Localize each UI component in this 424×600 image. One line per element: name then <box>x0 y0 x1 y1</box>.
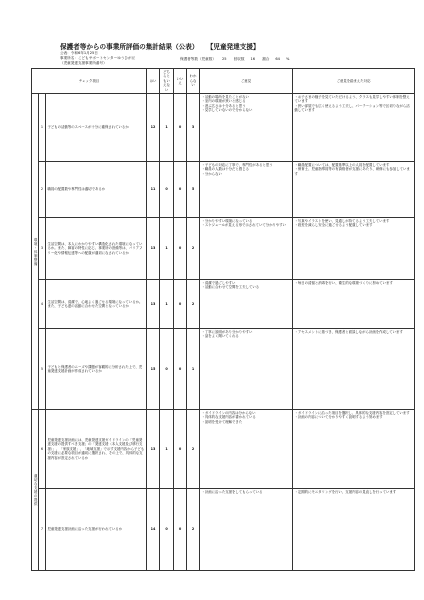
row-number: 3 <box>39 218 46 280</box>
header-opinion: ご意見 <box>200 69 293 94</box>
check-item-text: 職員の配置数や専門性は適切であるか <box>46 162 147 218</box>
count-yes: 15 <box>147 329 160 410</box>
count-yes: 13 <box>147 218 160 280</box>
row-number: 7 <box>39 489 46 571</box>
table-row <box>32 489 415 571</box>
count-unknown: 3 <box>187 94 200 162</box>
page-title <box>60 41 260 51</box>
check-item-text: 子どもと保護者のニーズや課題が客観的に分析された上で、児童発達支援計画が作成されているか <box>46 329 147 410</box>
header-no: いいえ <box>174 69 187 94</box>
stat-rate-label: 割合 <box>262 57 270 61</box>
count-neutral: 1 <box>160 280 174 329</box>
stat-percent-sign: % <box>285 57 290 61</box>
check-item-text: 子どもの活動等のスペースが十分に確保されているか <box>46 94 147 162</box>
count-yes: 12 <box>147 94 160 162</box>
row-number: 5 <box>39 329 46 410</box>
header-yes: はい <box>147 69 160 94</box>
evaluation-table <box>31 68 415 571</box>
header-neutral: どちらともいえない <box>160 69 174 94</box>
office-number-label: （児童発達支援事業所番号） <box>60 61 107 65</box>
count-unknown: 2 <box>187 280 200 329</box>
title-text: 保護者等からの事業所評価の集計結果（公表） <box>60 43 199 51</box>
count-no: 0 <box>174 410 187 489</box>
count-no: 0 <box>174 489 187 571</box>
count-yes: 14 <box>147 489 160 571</box>
stat-rate-value: 64 <box>275 57 280 61</box>
count-no: 0 <box>174 162 187 218</box>
table-row <box>32 329 415 410</box>
count-yes: 13 <box>147 410 160 489</box>
response-text: ・写真やイラストを使い、見通しが持てるよう工夫しています ・段差を減らし安全に過ごせるよう配慮しています <box>293 218 415 280</box>
count-yes: 13 <box>147 280 160 329</box>
category-support: 適切な支援の提供 <box>32 410 39 571</box>
response-text: ・毎日の清掃と消毒を行い、衛生的な環境づくりに努めています <box>293 280 415 329</box>
count-neutral: 1 <box>160 94 174 162</box>
response-text: ・お子さまの様子を見ていただけるよう、クラスも見学しやすい体制を整えています ・狭い部屋でも広く使えるよう工夫し、パーテーション等で区切りながら活動しています <box>293 94 415 162</box>
count-unknown: 2 <box>187 489 200 571</box>
count-yes: 11 <box>147 162 160 218</box>
count-neutral: 1 <box>160 410 174 489</box>
header-check-items: チェック項目 <box>32 69 147 94</box>
count-unknown: 1 <box>187 329 200 410</box>
row-number: 6 <box>39 410 46 489</box>
table-header-row <box>32 69 415 94</box>
count-unknown: 2 <box>187 218 200 280</box>
row-number: 1 <box>39 94 46 162</box>
check-item-text: 児童発達支援計画には、児童発達支援ガイドラインの「児童発達支援の提供すべき支援」の「発達支援（本人支援及び移行支援）」、「家族支援」、「地域支援」で示す支援内容から子どもの支援に必要な項目が適切に選択され、その上で、具体的な支援内容が設定されているか <box>46 410 147 489</box>
response-text: ・アセスメントに基づき、保護者と面談しながら計画を作成しています <box>293 329 415 410</box>
office-name: 事業所名：こどもサポートセンターゆうひが丘 <box>60 56 136 60</box>
response-text: ・定期的にモニタリングを行い、支援内容の見直しを行っています <box>293 489 415 571</box>
stat-collected-label: 回収数 <box>233 57 245 61</box>
check-item-text: 児童発達支援計画に沿った支援が行われているか <box>46 489 147 571</box>
stat-collected-value: 16 <box>250 57 256 61</box>
category-environment: 環境・体制整備 <box>32 94 39 410</box>
survey-stats <box>180 57 295 61</box>
publish-date: 公表：令和6年1月25日 <box>60 51 98 55</box>
table-row <box>32 218 415 280</box>
check-item-text: 生活空間は、清潔で、心地よく過ごせる環境になっているか。また、子ども達の活動に合わせた空間となっているか <box>46 280 147 329</box>
count-no: 0 <box>174 94 187 162</box>
opinion-text: ・ガイドラインの内容は分からない ・具体的な支援内容が書かれている ・説明を受けて理解できた <box>200 410 293 489</box>
opinion-text: ・計画に沿った支援をしてもらっている <box>200 489 293 571</box>
check-item-text: 生活空間は、本人にわかりやすい構造化された環境になっているか。また、障害の特性に応じ、事業所の設備等は、バリアフリー化や情報伝達等への配慮が適切になされているか <box>46 218 147 280</box>
table-row <box>32 280 415 329</box>
count-neutral: 0 <box>160 329 174 410</box>
header-unknown: わからない <box>187 69 200 94</box>
count-no: 0 <box>174 218 187 280</box>
table-row <box>32 410 415 489</box>
stat-guardians-value: 25 <box>221 57 227 61</box>
opinion-text: ・清潔で過ごしやすい ・活動に合わせて空間を工夫している <box>200 280 293 329</box>
opinion-text: ・分かりやすい環境になっている ・スケジュールが見える形で示されていて分かりやすい <box>200 218 293 280</box>
response-text: ・職員配置については、配置基準以上の人員を配置しています ・保育士、児童指導員等の有資格者が支援にあたり、研修にも参加しています <box>293 162 415 218</box>
row-number: 2 <box>39 162 46 218</box>
opinion-text: ・丁寧に説明があり分かりやすい ・話をよく聞いてくれる <box>200 329 293 410</box>
table-row <box>32 162 415 218</box>
opinion-text: ・活動の場所を見たことがない ・室内の環境が狭いと感じる ・遊ぶ広さは十分あると思う ・見学していないので分からない <box>200 94 293 162</box>
stat-guardians-label: 保護者等数（児童数） <box>180 57 216 61</box>
table-row <box>32 94 415 162</box>
count-neutral: 0 <box>160 489 174 571</box>
opinion-text: ・子どもの対応に丁寧で、専門性があると思う ・職員の人数は十分だと感じる ・分からない <box>200 162 293 218</box>
count-no: 0 <box>174 280 187 329</box>
header-response: ご意見を踏まえた対応 <box>293 69 415 94</box>
count-no: 0 <box>174 329 187 410</box>
count-neutral: 0 <box>160 162 174 218</box>
row-number: 4 <box>39 280 46 329</box>
count-neutral: 1 <box>160 218 174 280</box>
response-text: ・ガイドラインに沿った項目を選択し、具体的な支援内容を設定しています ・計画の内容について分かりやすく説明するよう努めます <box>293 410 415 489</box>
count-unknown: 5 <box>187 162 200 218</box>
title-tag: 【児童発達支援】 <box>206 43 260 51</box>
count-unknown: 2 <box>187 410 200 489</box>
